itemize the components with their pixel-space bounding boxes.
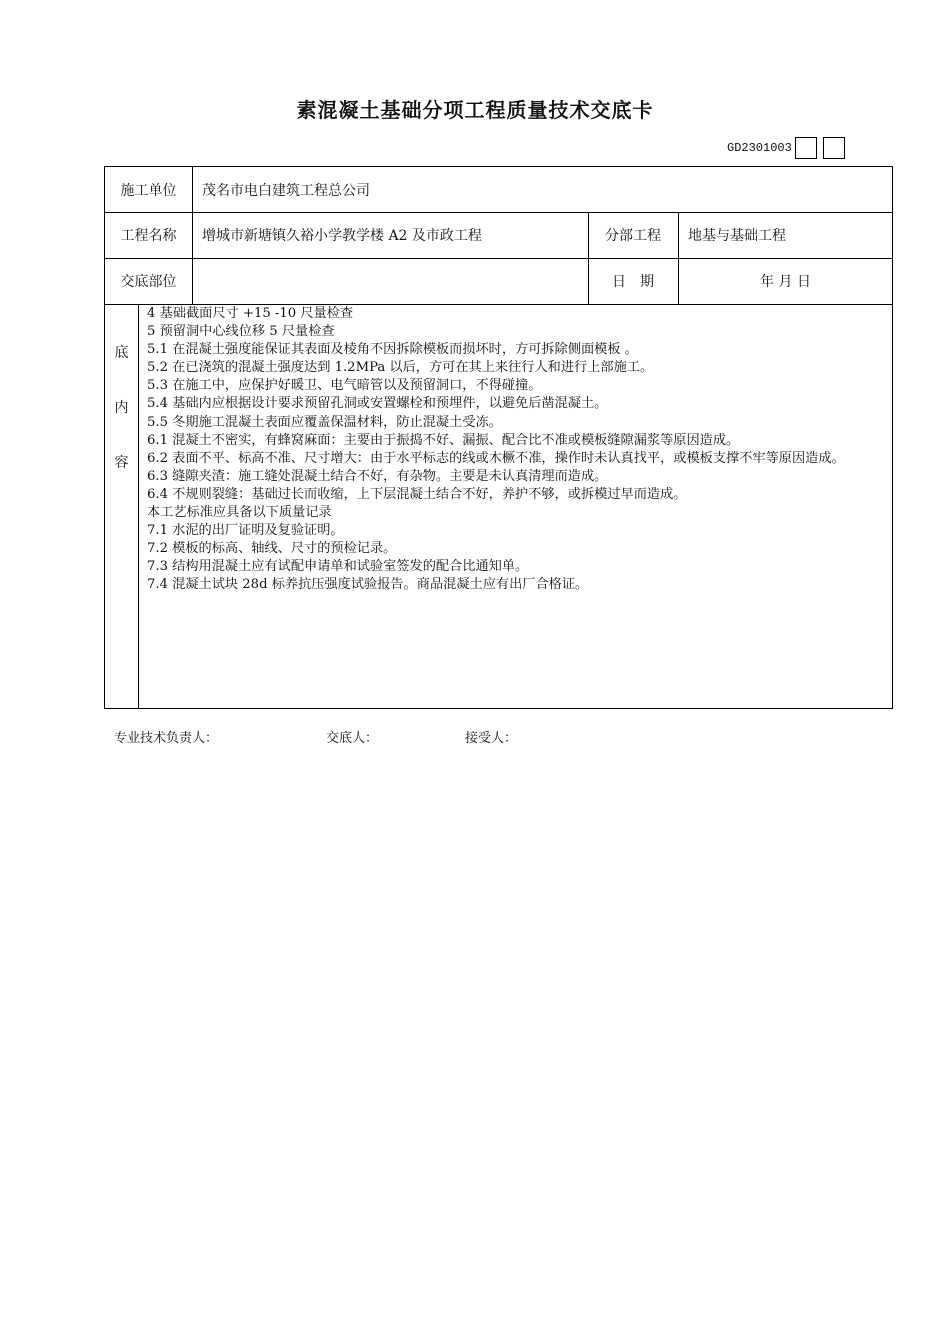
content-line: 5.4 基础内应根据设计要求预留孔洞或安置螺栓和预埋件，以避免后凿混凝土。 [147,396,608,412]
subproject-value: 地基与基础工程 [688,228,786,244]
content-line: 7.3 结构用混凝土应有试配申请单和试验室签发的配合比通知单。 [147,559,529,575]
subproject-label: 分部工程 [605,228,661,244]
content-line: 6.1 混凝土不密实，有蜂窝麻面：主要由于振捣不好、漏振、配合比不准或模板缝隙漏浆等原因造成。 [147,432,740,448]
document-code-row [727,136,851,160]
code-box-1 [795,137,817,159]
content-line: 4 基础截面尺寸 +15 -10 尺量检查 [147,306,354,321]
content-line: 6.4 不规则裂缝：基础过长而收缩，上下层混凝土结合不好，养护不够，或拆模过早而造成。 [147,486,687,502]
content-line: 5.1 在混凝土强度能保证其表面及棱角不因拆除模板而损坏时，方可拆除侧面模板 。 [147,342,638,358]
content-line: 5 预留洞中心线位移 5 尺量检查 [147,324,335,340]
col-divider [138,304,139,709]
content-label-char: 内 [114,400,129,416]
discloser-label: 交底人： [326,731,379,746]
receiver-label: 接受人： [465,731,518,746]
content-line: 本工艺标准应具备以下质量记录 [147,505,332,521]
content-body [147,305,886,595]
location-label: 交底部位 [120,274,177,290]
disclosure-form [104,166,893,709]
location-value [202,258,582,304]
content-line: 6.3 缝隙夹渣：施工缝处混凝土结合不好，有杂物。主要是未认真清理而造成。 [147,468,608,484]
code-box-2 [823,137,845,159]
content-line: 7.1 水泥的出厂证明及复验证明。 [147,523,344,539]
date-value: 年 月 日 [760,274,811,290]
document-title: 素混凝土基础分项工程质量技术交底卡 [296,98,654,122]
content-label-char: 底 [114,345,129,361]
content-line: 5.2 在已浇筑的混凝土强度达到 1.2MPa 以后，方可在其上来往行人和进行上部施工。 [147,360,654,376]
content-label-char: 容 [114,455,129,471]
project-label: 工程名称 [120,228,177,244]
unit-label: 施工单位 [120,182,177,199]
content-line: 5.5 冬期施工混凝土表面应覆盖保温材料，防止混凝土受冻。 [147,414,502,430]
content-line: 6.2 表面不平、标高不准、尺寸增大：由于水平标志的线或木橛不准，操作时未认真找平，或模板支撑不牢等原因造成。 [147,450,845,466]
content-line: 5.3 在施工中，应保护好暖卫、电气暗管以及预留洞口，不得碰撞。 [147,378,542,394]
content-line: 7.2 模板的标高、轴线、尺寸的预检记录。 [147,541,397,557]
unit-value: 茂名市电白建筑工程总公司 [202,182,370,199]
col-divider [192,167,193,304]
tech-lead-label: 专业技术负责人： [114,731,219,746]
content-line: 7.4 混凝土试块 28d 标养抗压强度试验报告。商品混凝土应有出厂合格证。 [147,577,589,593]
project-value: 增城市新塘镇久裕小学教学楼 A2 及市政工程 [202,228,482,244]
date-label: 日 期 [612,274,654,290]
document-code: GD2301003 [727,141,792,155]
